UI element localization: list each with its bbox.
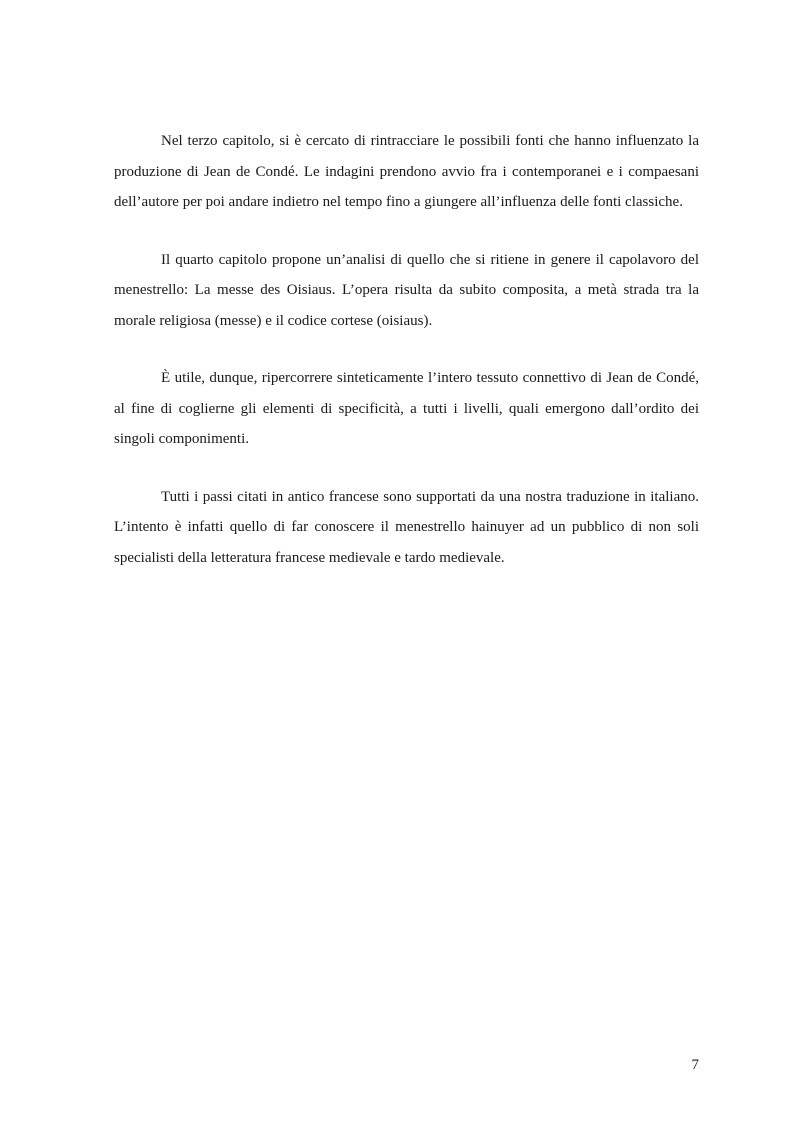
paragraph-chapter-three: Nel terzo capitolo, si è cercato di rintracciare le possibili fonti che hanno influenzato la produzione di Jean de Condé. Le indagini prendono avvio fra i contemporanei e i compaesani dell’autore per poi andare indietro nel tempo fino a giungere all’influenza delle fonti classiche. — [114, 133, 699, 210]
paragraph-summary: È utile, dunque, ripercorrere sinteticamente l’intero tessuto connettivo di Jean de Condé, al fine di coglierne gli elementi di specificità, a tutti i livelli, quali emergono dall’ordito dei singoli componimenti. — [114, 370, 699, 447]
paragraph-chapter-four: Il quarto capitolo propone un’analisi di quello che si ritiene in genere il capolavoro del menestrello: La messe des Oisiaus. L’opera risulta da subito composita, a metà strada tra la morale religiosa (messe) e il codice cortese (oisiaus). — [114, 251, 699, 329]
page-number: 7 — [691, 1057, 699, 1073]
body-text — [114, 126, 699, 600]
paragraph-translation-note: Tutti i passi citati in antico francese sono supportati da una nostra traduzione in italiano. L’intento è infatti quello di far conoscere il menestrello hainuyer ad un pubblico di non soli specialisti della letteratura francese medievale e tardo medievale. — [114, 488, 699, 566]
